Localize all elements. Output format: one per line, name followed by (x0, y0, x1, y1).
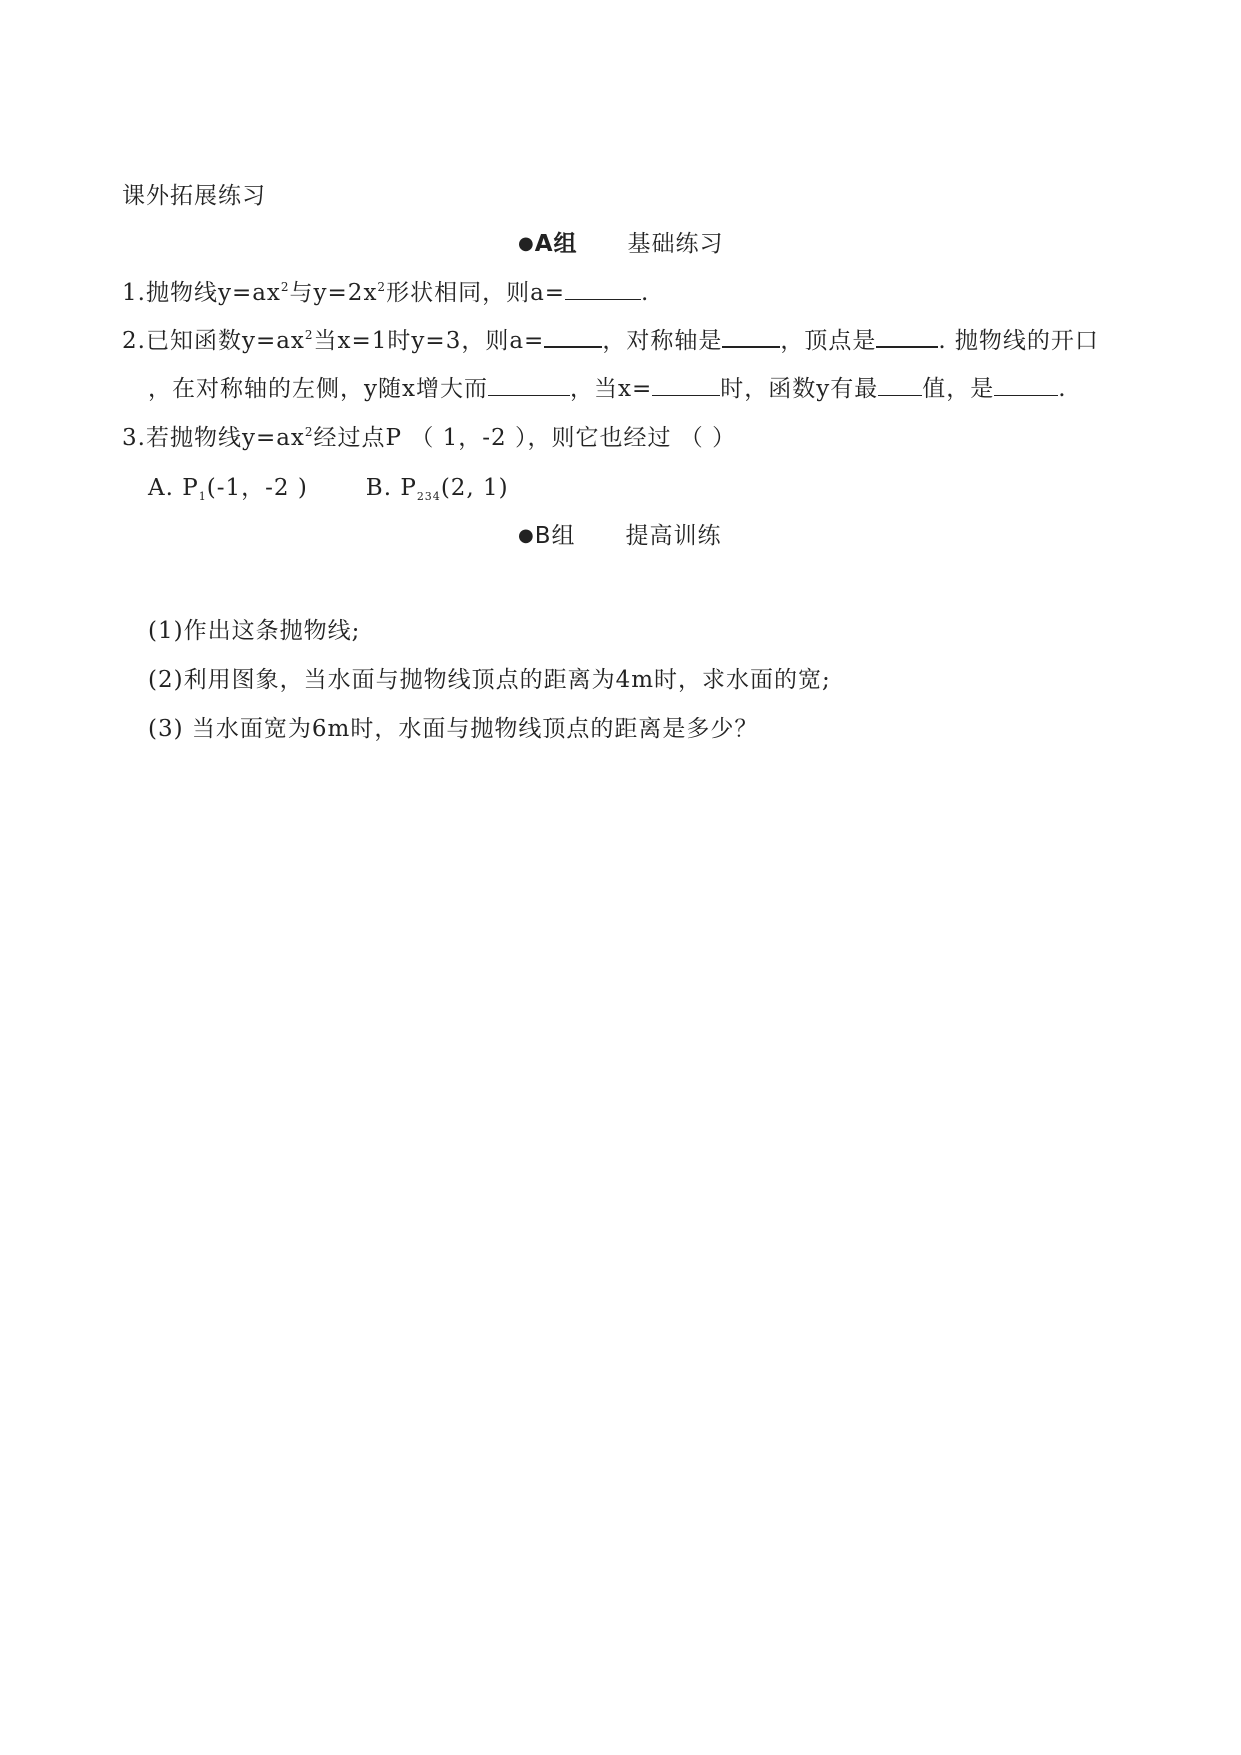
answer-blank[interactable] (488, 375, 570, 396)
question-2-line-2 (148, 374, 1067, 404)
q3-text: 若抛物线y=ax (145, 425, 305, 451)
q1-text: . (641, 280, 650, 306)
question-3-options (148, 473, 509, 503)
b-item-2: (2)利用图象，当水面与抛物线顶点的距离为4m时，求水面的宽; (148, 667, 831, 693)
question-number: 1. (122, 280, 146, 306)
b-item-3: (3) 当水面宽为6m时，水面与抛物线顶点的距离是多少？ (148, 716, 759, 742)
q2-text: 已知函数y=ax (145, 328, 305, 354)
q2-text: ，顶点是 (780, 328, 877, 354)
q2-text: . 抛物线的开口 (938, 328, 1099, 354)
option-a-value: (-1，-2 ) (206, 475, 308, 501)
subscript: 1 (198, 490, 207, 503)
group-b-heading (518, 521, 722, 551)
group-a-name: 基础练习 (627, 231, 724, 257)
superscript: 2 (280, 280, 290, 294)
option-b-label: B. (365, 475, 393, 501)
question-3 (122, 423, 736, 453)
answer-blank[interactable] (876, 326, 938, 348)
option-b[interactable] (366, 475, 509, 501)
subscript: 234 (416, 490, 441, 503)
point-name: P (400, 475, 417, 501)
q2-text: ，对称轴是 (602, 328, 723, 354)
answer-blank[interactable] (565, 279, 641, 300)
group-a-label: A组 (534, 231, 578, 257)
group-a-heading (518, 229, 724, 259)
bullet-icon: ● (518, 233, 535, 254)
q2-text: 当x=1时y=3，则a= (313, 328, 545, 354)
q1-text: 形状相同，则a= (386, 280, 566, 306)
q2-text: 时，函数y有最 (720, 376, 879, 402)
question-1 (122, 278, 649, 308)
group-b-label: B组 (534, 523, 576, 549)
q2-text: ，当x= (569, 376, 653, 402)
bullet-icon: ● (518, 525, 535, 546)
question-2-line-1 (122, 326, 1099, 356)
question-number: 2. (122, 328, 146, 354)
q2-text: . (1058, 376, 1067, 402)
option-a-label: A. (148, 475, 174, 501)
answer-blank[interactable] (722, 326, 780, 348)
q2-text: 值，是 (922, 376, 995, 402)
answer-blank[interactable] (652, 375, 720, 396)
answer-blank[interactable] (994, 375, 1058, 396)
superscript: 2 (377, 280, 387, 294)
q3-text: 经过点P （ 1，-2 ），则它也经过 （ ） (313, 425, 737, 451)
answer-blank[interactable] (544, 326, 602, 348)
option-a[interactable] (148, 475, 308, 501)
q1-text: 与y=2x (289, 280, 378, 306)
option-b-value: (2, 1) (440, 475, 509, 501)
b-item-1: (1)作出这条抛物线; (148, 618, 361, 644)
superscript: 2 (304, 328, 314, 342)
group-b-name: 提高训练 (625, 523, 722, 549)
point-name: P (182, 475, 199, 501)
answer-blank[interactable] (878, 375, 922, 396)
superscript: 2 (304, 425, 314, 439)
q1-text: 抛物线y=ax (145, 280, 281, 306)
question-number: 3. (122, 425, 146, 451)
section-title: 课外拓展练习 (122, 183, 266, 209)
q2-text: ，在对称轴的左侧，y随x增大而 (148, 376, 488, 402)
